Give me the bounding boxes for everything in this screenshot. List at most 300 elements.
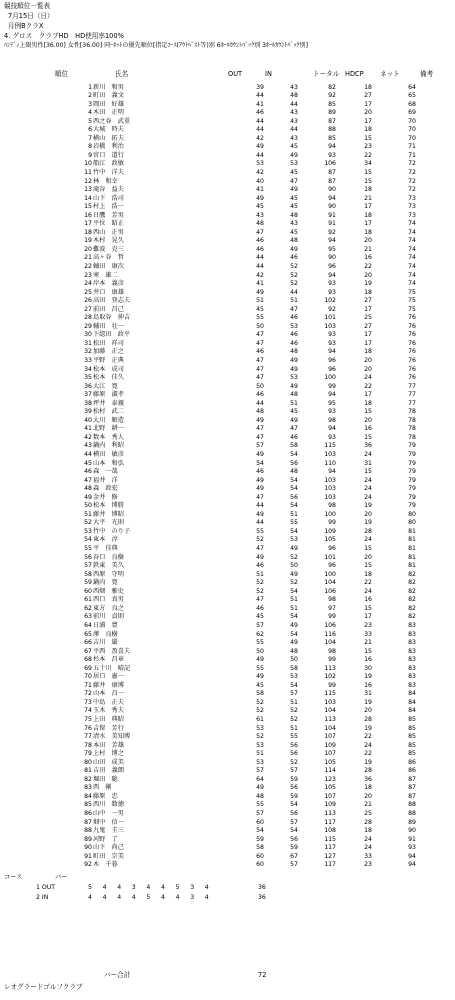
- cell-tot: 123: [324, 775, 336, 783]
- cell-hd: 28: [364, 767, 372, 775]
- cell-rank: 62: [84, 604, 92, 612]
- cell-tot: 94: [328, 271, 336, 279]
- cell-net: 74: [408, 237, 416, 245]
- cell-tot: 94: [328, 348, 336, 356]
- hole-par: 4: [102, 884, 107, 891]
- hole-par: 4: [161, 884, 165, 891]
- cell-hd: 15: [364, 408, 372, 416]
- cell-name: 山田 成美: [93, 758, 124, 766]
- table-row: [0, 580, 455, 589]
- col-total-header: トータル: [313, 70, 340, 78]
- table-row: [0, 170, 455, 179]
- cell-out: 50: [256, 647, 264, 655]
- cell-name: 大江 寛: [93, 382, 118, 390]
- cell-out: 42: [256, 271, 264, 279]
- cell-net: 83: [408, 647, 416, 655]
- cell-net: 87: [408, 792, 416, 800]
- cell-tot: 105: [324, 758, 336, 766]
- cell-net: 80: [408, 519, 416, 527]
- cell-rank: 26: [84, 297, 92, 305]
- cell-net: 77: [408, 399, 416, 407]
- par-total-label: バー合計: [104, 971, 131, 979]
- cell-rank: 39: [84, 408, 92, 416]
- hole-par: 3: [190, 884, 195, 891]
- table-row: [0, 537, 455, 546]
- cell-rank: 86: [84, 809, 92, 817]
- cell-in: 59: [290, 775, 298, 783]
- cell-name: 山下 浩司: [93, 194, 124, 202]
- cell-out: 55: [256, 664, 264, 672]
- cell-rank: 20: [84, 245, 92, 253]
- cell-out: 58: [256, 690, 264, 698]
- cell-rank: 18: [84, 228, 92, 236]
- cell-name: 吉川 嚴: [93, 639, 118, 647]
- cell-in: 48: [290, 391, 298, 399]
- cell-rank: 1: [88, 83, 92, 91]
- cell-name: 高田 登志夫: [93, 297, 131, 305]
- cell-hd: 20: [364, 109, 372, 117]
- cell-tot: 99: [328, 613, 336, 621]
- cell-in: 52: [290, 280, 298, 288]
- cell-in: 53: [290, 673, 298, 681]
- cell-in: 50: [290, 656, 298, 664]
- cell-net: 83: [408, 673, 416, 681]
- table-row: [0, 358, 455, 367]
- cell-tot: 103: [324, 451, 336, 459]
- cell-net: 76: [408, 331, 416, 339]
- cell-rank: 49: [84, 493, 92, 501]
- cell-tot: 99: [328, 656, 336, 664]
- cell-out: 57: [256, 442, 264, 450]
- cell-out: 52: [256, 579, 264, 587]
- course-row-label: 2 IN: [36, 893, 49, 901]
- table-row: [0, 691, 455, 700]
- cell-hd: 23: [364, 621, 372, 629]
- cell-hd: 19: [364, 724, 372, 732]
- cell-rank: 6: [88, 126, 92, 134]
- cell-name: 大城 時夫: [93, 126, 124, 134]
- cell-out: 46: [256, 245, 264, 253]
- cell-out: 49: [256, 476, 264, 484]
- cell-in: 57: [290, 767, 298, 775]
- cell-out: 51: [256, 297, 264, 305]
- cell-name: 西原 守明: [93, 570, 124, 578]
- cell-in: 43: [290, 109, 298, 117]
- cell-tot: 96: [328, 262, 336, 270]
- cell-out: 47: [256, 228, 264, 236]
- cell-net: 89: [408, 818, 416, 826]
- document-title: 競技順位一覧表: [4, 2, 51, 10]
- cell-net: 65: [408, 92, 416, 100]
- cell-rank: 15: [84, 203, 92, 211]
- cell-tot: 106: [324, 621, 336, 629]
- table-row: [0, 409, 455, 418]
- cell-tot: 104: [324, 579, 336, 587]
- cell-hd: 24: [364, 835, 372, 843]
- cell-out: 45: [256, 203, 264, 211]
- cell-name: 谷口 良樹: [93, 553, 124, 561]
- cell-in: 53: [290, 374, 298, 382]
- cell-in: 48: [290, 647, 298, 655]
- table-row: [0, 674, 455, 683]
- cell-tot: 93: [328, 151, 336, 159]
- cell-name: 平 佳典: [93, 545, 118, 553]
- cell-out: 45: [256, 305, 264, 313]
- cell-rank: 3: [88, 100, 92, 108]
- club-name: レオグラードゴルフクラブ: [4, 983, 83, 991]
- cell-net: 82: [408, 579, 416, 587]
- cell-out: 49: [256, 143, 264, 151]
- col-note-header: 備考: [420, 70, 434, 78]
- hole-par: 3: [190, 893, 195, 901]
- table-row: [0, 529, 455, 538]
- cell-out: 52: [256, 587, 264, 595]
- col-in-header: IN: [265, 70, 272, 78]
- cell-tot: 103: [324, 493, 336, 501]
- table-row: [0, 435, 455, 444]
- cell-tot: 89: [328, 109, 336, 117]
- cell-in: 46: [290, 433, 298, 441]
- cell-name: 藤井 博昭: [93, 510, 124, 518]
- cell-net: 88: [408, 801, 416, 809]
- cell-in: 56: [290, 493, 298, 501]
- table-row: [0, 563, 455, 572]
- cell-hd: 20: [364, 792, 372, 800]
- cell-rank: 50: [84, 502, 92, 510]
- cell-tot: 93: [328, 408, 336, 416]
- cell-out: 46: [256, 348, 264, 356]
- cell-in: 46: [290, 254, 298, 262]
- cell-net: 73: [408, 203, 416, 211]
- rules-line: ﾊﾝﾃﾞｨ上限男性[36.00] 女性[36.00] 同ｰﾈｯﾄの優先順位[指定ｺｰｽ(ｱｳﾄﾍﾞｽﾄ等)別 6ﾎｰﾙｶｳﾝﾄﾊﾞｯｸ別 3ﾎｰﾙｶｳﾝﾄﾊﾞｯｸ別]: [4, 42, 309, 49]
- cell-net: 79: [408, 451, 416, 459]
- cell-net: 70: [408, 117, 416, 125]
- cell-hd: 20: [364, 707, 372, 715]
- cell-tot: 94: [328, 425, 336, 433]
- cell-in: 44: [290, 288, 298, 296]
- cell-in: 49: [290, 639, 298, 647]
- table-row: [0, 546, 455, 555]
- cell-hd: 19: [364, 280, 372, 288]
- cell-net: 85: [408, 750, 416, 758]
- cell-net: 71: [408, 151, 416, 159]
- cell-hd: 22: [364, 262, 372, 270]
- cell-out: 49: [256, 451, 264, 459]
- table-row: [0, 785, 455, 794]
- cell-hd: 15: [364, 134, 372, 142]
- cell-net: 87: [408, 784, 416, 792]
- cell-net: 80: [408, 510, 416, 518]
- table-row: [0, 324, 455, 333]
- cell-out: 60: [256, 852, 264, 860]
- table-row: [0, 572, 455, 581]
- cell-net: 88: [408, 809, 416, 817]
- cell-tot: 106: [324, 587, 336, 595]
- cell-tot: 91: [328, 211, 336, 219]
- cell-name: 前田 昌己: [93, 305, 124, 313]
- cell-out: 53: [256, 160, 264, 168]
- cell-name: 鉄東 美久: [93, 562, 124, 570]
- cell-tot: 107: [324, 792, 336, 800]
- table-row: [0, 469, 455, 478]
- cell-rank: 57: [84, 562, 92, 570]
- cell-hd: 24: [364, 536, 372, 544]
- hole-par: 4: [117, 884, 122, 891]
- cell-tot: 110: [324, 459, 336, 467]
- cell-out: 50: [256, 322, 264, 330]
- cell-name: 森 一哉: [93, 468, 118, 476]
- cell-hd: 18: [364, 288, 372, 296]
- table-row: [0, 708, 455, 717]
- cell-name: 木田 正明: [93, 109, 124, 117]
- cell-out: 45: [256, 681, 264, 689]
- cell-hd: 17: [364, 117, 372, 125]
- cell-in: 44: [290, 126, 298, 134]
- cell-tot: 113: [324, 715, 336, 723]
- cell-tot: 96: [328, 357, 336, 364]
- cell-rank: 67: [84, 647, 92, 655]
- cell-tot: 91: [328, 220, 336, 228]
- cell-rank: 78: [84, 741, 92, 749]
- cell-out: 46: [256, 562, 264, 570]
- cell-out: 62: [256, 630, 264, 638]
- table-row: [0, 187, 455, 196]
- cell-rank: 38: [84, 399, 92, 407]
- cell-tot: 99: [328, 382, 336, 390]
- cell-name: 滝谷 益夫: [93, 186, 124, 194]
- cell-name: 松田 祥司: [93, 339, 124, 347]
- cell-hd: 18: [364, 83, 372, 91]
- cell-net: 74: [408, 220, 416, 228]
- cell-hd: 24: [364, 451, 372, 459]
- cell-hd: 15: [364, 468, 372, 476]
- cell-rank: 65: [84, 630, 92, 638]
- cell-hd: 17: [364, 100, 372, 108]
- table-row: [0, 85, 455, 94]
- cell-name: 福井 洋: [93, 476, 118, 484]
- cell-hd: 25: [364, 809, 372, 817]
- cell-name: 鍋内 寛: [93, 579, 118, 587]
- cell-name: 輔田 康次: [93, 262, 124, 270]
- cell-in: 52: [290, 707, 298, 715]
- cell-hd: 15: [364, 647, 372, 655]
- cell-tot: 113: [324, 664, 336, 672]
- table-row: [0, 349, 455, 358]
- table-row: [0, 196, 455, 205]
- cell-in: 53: [290, 160, 298, 168]
- cell-rank: 31: [84, 339, 92, 347]
- cell-hd: 27: [364, 322, 372, 330]
- cell-name: 東方 良之: [93, 604, 124, 612]
- cell-in: 47: [290, 305, 298, 313]
- cell-out: 52: [256, 698, 264, 706]
- cell-in: 56: [290, 784, 298, 792]
- table-row: [0, 461, 455, 470]
- cell-net: 64: [408, 83, 416, 91]
- cell-out: 52: [256, 707, 264, 715]
- cell-hd: 28: [364, 715, 372, 723]
- cell-hd: 18: [364, 784, 372, 792]
- cell-in: 57: [290, 690, 298, 698]
- cell-tot: 85: [328, 134, 336, 142]
- cell-net: 78: [408, 433, 416, 441]
- cell-tot: 107: [324, 750, 336, 758]
- cell-name: 中島 正夫: [93, 698, 124, 706]
- cell-rank: 72: [84, 690, 92, 698]
- cell-in: 51: [290, 604, 298, 612]
- cell-rank: 73: [84, 698, 92, 706]
- cell-net: 82: [408, 587, 416, 595]
- cell-out: 46: [256, 109, 264, 117]
- cell-in: 54: [290, 527, 298, 535]
- cell-hd: 20: [364, 271, 372, 279]
- cell-in: 58: [290, 664, 298, 672]
- cell-name: 横山 拓夫: [93, 134, 124, 142]
- cell-hd: 18: [364, 126, 372, 134]
- cell-in: 46: [290, 314, 298, 322]
- cell-hd: 21: [364, 639, 372, 647]
- table-row: [0, 623, 455, 632]
- cell-in: 54: [290, 801, 298, 809]
- cell-out: 44: [256, 519, 264, 527]
- table-row: [0, 418, 455, 427]
- cell-net: 79: [408, 485, 416, 493]
- cell-rank: 41: [84, 425, 92, 433]
- hole-par: 4: [102, 893, 107, 901]
- table-row: [0, 367, 455, 376]
- cell-name: 畑中 信一: [93, 818, 124, 826]
- cell-in: 54: [290, 502, 298, 510]
- cell-name: 西山 正男: [93, 228, 124, 236]
- cell-out: 44: [256, 92, 264, 100]
- cell-out: 44: [256, 262, 264, 270]
- cell-out: 57: [256, 621, 264, 629]
- cell-rank: 58: [84, 570, 92, 578]
- table-row: [0, 238, 455, 247]
- cell-net: 81: [408, 553, 416, 561]
- cell-name: 難波 克三: [93, 245, 124, 253]
- cell-rank: 46: [84, 468, 92, 476]
- cell-net: 84: [408, 698, 416, 706]
- cell-name: 寒 雄二: [93, 271, 118, 279]
- cell-hd: 31: [364, 690, 372, 698]
- cell-hd: 24: [364, 587, 372, 595]
- cell-rank: 83: [84, 784, 92, 792]
- col-out-header: OUT: [228, 70, 243, 78]
- cell-in: 48: [290, 237, 298, 245]
- table-row: [0, 213, 455, 222]
- cell-in: 51: [290, 698, 298, 706]
- cell-hd: 15: [364, 168, 372, 176]
- cell-hd: 16: [364, 656, 372, 664]
- cell-out: 41: [256, 100, 264, 108]
- table-row: [0, 606, 455, 615]
- cell-rank: 34: [84, 365, 92, 373]
- cell-out: 52: [256, 536, 264, 544]
- cell-net: 78: [408, 408, 416, 416]
- cell-hd: 19: [364, 519, 372, 527]
- cell-rank: 79: [84, 750, 92, 758]
- cell-name: 藤原 忠: [93, 792, 118, 800]
- cell-name: 松本 佳久: [93, 374, 124, 382]
- cell-in: 46: [290, 339, 298, 347]
- cell-hd: 16: [364, 681, 372, 689]
- cell-name: 山下 尚己: [93, 844, 124, 852]
- cell-name: 大川 順造: [93, 416, 124, 424]
- cell-name: 竹中 のり子: [93, 527, 131, 535]
- cell-rank: 80: [84, 758, 92, 766]
- cell-net: 76: [408, 314, 416, 322]
- cell-net: 83: [408, 656, 416, 664]
- cell-hd: 18: [364, 348, 372, 356]
- table-row: [0, 734, 455, 743]
- cell-out: 53: [256, 758, 264, 766]
- cell-name: 藤原 淑孝: [93, 391, 124, 399]
- table-row: [0, 811, 455, 820]
- cell-in: 45: [290, 408, 298, 416]
- hole-par: 4: [117, 893, 122, 901]
- cell-rank: 54: [84, 536, 92, 544]
- cell-tot: 90: [328, 186, 336, 194]
- cell-net: 69: [408, 109, 416, 117]
- cell-name: 木村 晃久: [93, 237, 124, 245]
- cell-out: 51: [256, 570, 264, 578]
- cell-in: 49: [290, 151, 298, 159]
- cell-out: 55: [256, 527, 264, 535]
- cell-name: 井口 康雄: [93, 288, 124, 296]
- cell-in: 54: [290, 613, 298, 621]
- cell-out: 46: [256, 604, 264, 612]
- cell-net: 79: [408, 459, 416, 467]
- cell-tot: 117: [324, 861, 336, 869]
- table-row: [0, 614, 455, 623]
- table-row: [0, 401, 455, 410]
- cell-name: 下綛田 政平: [93, 331, 131, 339]
- cell-in: 52: [290, 758, 298, 766]
- table-row: [0, 341, 455, 350]
- cell-name: 鍋内 利昭: [93, 442, 124, 450]
- cell-hd: 17: [364, 305, 372, 313]
- cell-rank: 56: [84, 553, 92, 561]
- cell-rank: 12: [84, 177, 92, 185]
- cell-in: 48: [290, 468, 298, 476]
- cell-out: 47: [256, 357, 264, 364]
- cell-hd: 19: [364, 673, 372, 681]
- cell-net: 83: [408, 681, 416, 689]
- cell-net: 81: [408, 545, 416, 553]
- cell-tot: 127: [324, 852, 336, 860]
- cell-net: 86: [408, 758, 416, 766]
- cell-in: 56: [290, 459, 298, 467]
- cell-rank: 2: [88, 92, 92, 100]
- cell-name: 平野 正典: [93, 357, 124, 364]
- table-row: [0, 102, 455, 111]
- cell-net: 83: [408, 664, 416, 672]
- cell-in: 51: [290, 724, 298, 732]
- cell-net: 83: [408, 639, 416, 647]
- cell-in: 55: [290, 733, 298, 741]
- table-row: [0, 845, 455, 854]
- cell-tot: 100: [324, 374, 336, 382]
- cell-out: 47: [256, 365, 264, 373]
- cell-out: 60: [256, 861, 264, 869]
- cell-rank: 27: [84, 305, 92, 313]
- table-row: [0, 315, 455, 324]
- cell-in: 54: [290, 827, 298, 835]
- cell-hd: 24: [364, 476, 372, 484]
- cell-rank: 66: [84, 639, 92, 647]
- cell-tot: 98: [328, 502, 336, 510]
